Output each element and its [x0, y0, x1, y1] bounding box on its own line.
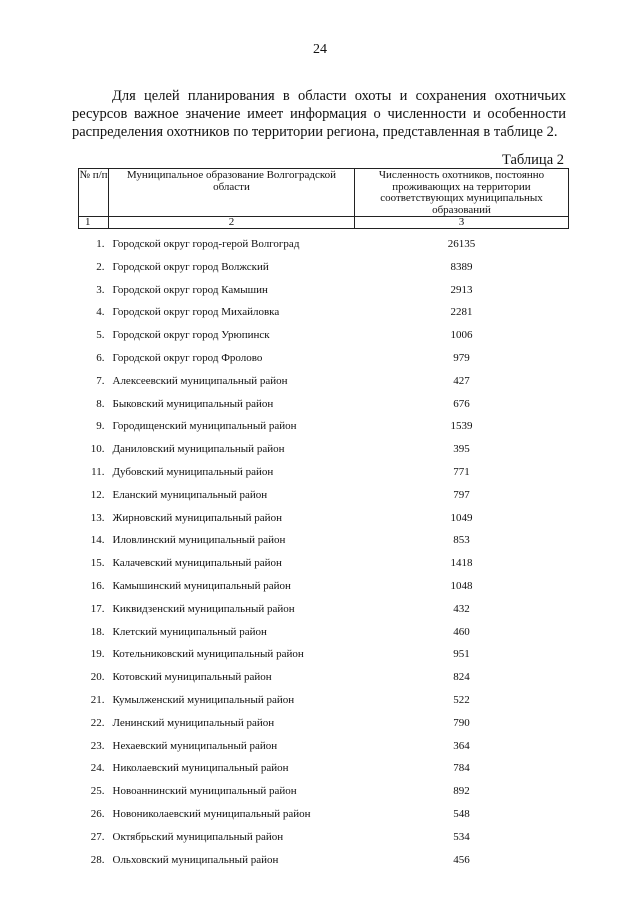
row-hunter-count: 1539	[450, 420, 473, 433]
row-hunter-count: 364	[453, 739, 470, 752]
row-municipality: Дубовский муниципальный район	[112, 465, 274, 478]
table-row	[79, 461, 569, 484]
row-index: 19.	[90, 648, 105, 661]
table-row	[79, 712, 569, 735]
row-hunter-count: 979	[453, 351, 470, 364]
row-municipality: Городской округ город Камышин	[112, 283, 268, 296]
table-row	[79, 324, 569, 347]
row-hunter-count: 771	[453, 465, 470, 478]
header-number: № п/п	[79, 169, 109, 217]
table-row	[79, 826, 569, 849]
header-municipality: Муниципальное образование Волгоградской области	[109, 169, 355, 217]
row-municipality: Иловлинский муниципальный район	[112, 534, 286, 547]
table-row	[79, 757, 569, 780]
column-number-2: 2	[109, 217, 355, 229]
row-hunter-count: 1006	[450, 329, 473, 342]
row-index: 21.	[90, 693, 105, 706]
row-hunter-count: 548	[453, 807, 470, 820]
row-municipality: Городской округ город Волжский	[112, 260, 269, 273]
row-index: 24.	[90, 762, 105, 775]
table-row	[79, 256, 569, 279]
row-index: 8.	[96, 397, 105, 410]
row-municipality: Алексеевский муниципальный район	[112, 374, 288, 387]
table-row	[79, 279, 569, 302]
table-row	[79, 666, 569, 689]
row-municipality: Камышинский муниципальный район	[112, 579, 291, 592]
row-municipality: Ленинский муниципальный район	[112, 716, 275, 729]
row-index: 4.	[96, 306, 105, 319]
row-hunter-count: 797	[453, 488, 470, 501]
row-municipality: Нехаевский муниципальный район	[112, 739, 278, 752]
row-index: 1.	[96, 238, 105, 250]
row-hunter-count: 1049	[450, 511, 473, 524]
table-row	[79, 438, 569, 461]
row-index: 20.	[90, 671, 105, 684]
row-hunter-count: 824	[453, 671, 470, 684]
row-hunter-count: 2913	[450, 283, 473, 296]
row-index: 17.	[90, 602, 105, 615]
table-row	[79, 689, 569, 712]
row-municipality: Городской округ город-герой Волгоград	[112, 238, 300, 250]
row-municipality: Котовский муниципальный район	[112, 671, 272, 684]
table-row	[79, 552, 569, 575]
row-index: 7.	[96, 374, 105, 387]
row-hunter-count: 522	[453, 693, 470, 706]
table-row	[79, 643, 569, 666]
row-index: 6.	[96, 351, 105, 364]
row-municipality: Городской округ город Фролово	[112, 351, 263, 364]
column-number-row	[79, 217, 569, 229]
table-row	[79, 598, 569, 621]
row-hunter-count: 26135	[447, 238, 476, 250]
table-row	[79, 575, 569, 598]
row-index: 12.	[90, 488, 105, 501]
header-hunter-count: Численность охотников, постоянно проживающих на территории соответствующих муниципальных образований	[355, 169, 569, 217]
row-index: 23.	[90, 739, 105, 752]
table-row	[79, 347, 569, 370]
row-hunter-count: 2281	[450, 306, 473, 319]
row-index: 14.	[90, 534, 105, 547]
row-index: 28.	[90, 853, 105, 866]
table-row	[79, 370, 569, 393]
row-index: 27.	[90, 830, 105, 843]
table-row	[79, 529, 569, 552]
row-municipality: Даниловский муниципальный район	[112, 443, 285, 456]
table-row	[79, 301, 569, 324]
row-hunter-count: 1048	[450, 579, 473, 592]
table-row	[79, 393, 569, 416]
row-hunter-count: 951	[453, 648, 470, 661]
table-row	[79, 415, 569, 438]
table-row	[79, 507, 569, 530]
hunters-table	[78, 168, 569, 871]
row-municipality: Октябрьский муниципальный район	[112, 830, 284, 843]
row-hunter-count: 676	[453, 397, 470, 410]
row-hunter-count: 790	[453, 716, 470, 729]
page-number: 24	[313, 42, 327, 57]
table-body	[79, 229, 569, 872]
row-hunter-count: 456	[453, 853, 470, 866]
row-municipality: Николаевский муниципальный район	[112, 762, 289, 775]
row-index: 15.	[90, 557, 105, 570]
column-number-3: 3	[355, 217, 569, 229]
row-hunter-count: 427	[453, 374, 470, 387]
row-hunter-count: 853	[453, 534, 470, 547]
row-municipality: Новоаннинский муниципальный район	[112, 785, 297, 798]
row-municipality: Клетский муниципальный район	[112, 625, 267, 638]
row-hunter-count: 892	[453, 785, 470, 798]
row-municipality: Городской округ город Михайловка	[112, 306, 280, 319]
row-index: 16.	[90, 579, 105, 592]
row-index: 13.	[90, 511, 105, 524]
row-index: 25.	[90, 785, 105, 798]
intro-paragraph: Для целей планирования в области охоты и сохранения охотничьих ресурсов важное значение имеет информация о численности и особенности распределения охотников по территории региона, представленная в таблице 2.	[72, 87, 566, 140]
row-index: 22.	[90, 716, 105, 729]
row-index: 2.	[96, 260, 105, 273]
row-municipality: Городищенский муниципальный район	[112, 420, 297, 433]
row-hunter-count: 1418	[450, 557, 473, 570]
row-index: 26.	[90, 807, 105, 820]
table-row	[79, 484, 569, 507]
row-index: 10.	[90, 443, 105, 456]
table-row	[79, 229, 569, 256]
row-hunter-count: 8389	[450, 260, 473, 273]
row-municipality: Кумылженский муниципальный район	[112, 693, 295, 706]
row-municipality: Жирновский муниципальный район	[112, 511, 282, 524]
table-header-row	[79, 169, 569, 217]
row-municipality: Еланский муниципальный район	[112, 488, 268, 501]
column-number-1: 1	[79, 217, 109, 229]
table-row	[79, 849, 569, 872]
row-index: 18.	[90, 625, 105, 638]
row-hunter-count: 395	[453, 443, 470, 456]
row-index: 3.	[96, 283, 105, 296]
row-municipality: Калачевский муниципальный район	[112, 557, 282, 570]
row-hunter-count: 432	[453, 602, 470, 615]
row-index: 11.	[91, 465, 105, 478]
row-municipality: Быковский муниципальный район	[112, 397, 274, 410]
table-row	[79, 621, 569, 644]
row-hunter-count: 534	[453, 830, 470, 843]
table-row	[79, 803, 569, 826]
table-row	[79, 735, 569, 758]
row-municipality: Киквидзенский муниципальный район	[112, 602, 295, 615]
row-index: 5.	[96, 329, 105, 342]
row-index: 9.	[96, 420, 105, 433]
row-municipality: Котельниковский муниципальный район	[112, 648, 304, 661]
row-municipality: Ольховский муниципальный район	[112, 853, 279, 866]
table-row	[79, 780, 569, 803]
row-municipality: Городской округ город Урюпинск	[112, 329, 270, 342]
row-hunter-count: 784	[453, 762, 470, 775]
row-municipality: Новониколаевский муниципальный район	[112, 807, 311, 820]
row-hunter-count: 460	[453, 625, 470, 638]
table-caption: Таблица 2	[501, 152, 564, 168]
